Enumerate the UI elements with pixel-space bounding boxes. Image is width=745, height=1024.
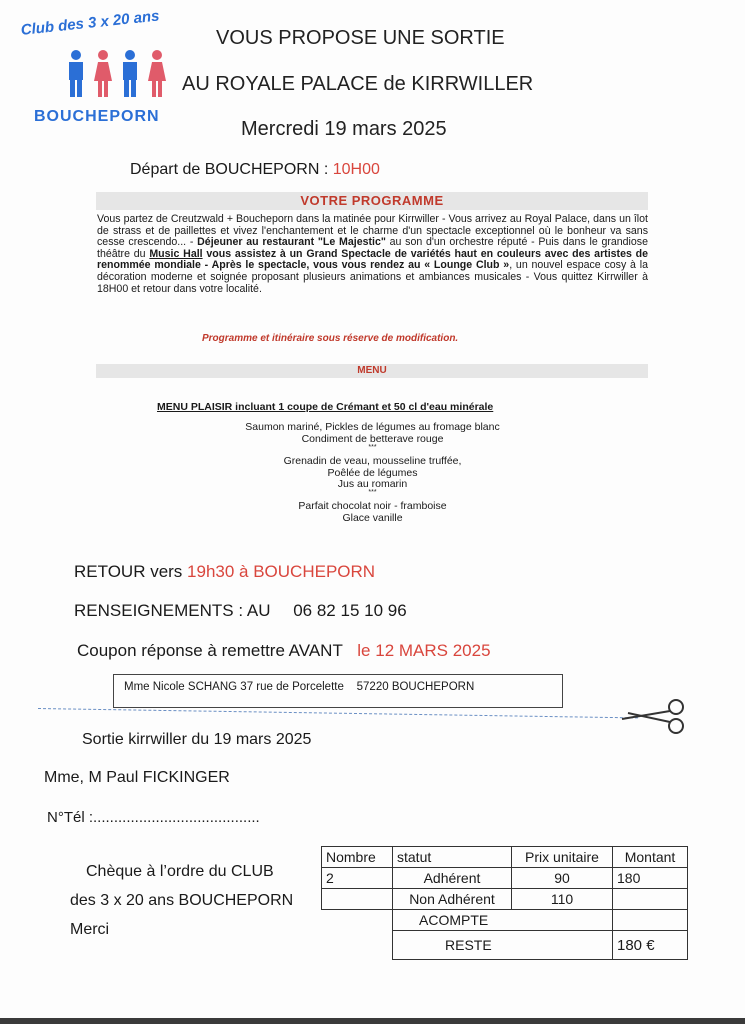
logo-city: BOUCHEPORN [34, 108, 160, 125]
figure-head [152, 50, 162, 60]
figure-body [123, 62, 137, 97]
menu-line: *** [368, 489, 377, 496]
phone-field: N°Tél :........................................ [47, 809, 260, 826]
figure-body [94, 62, 112, 97]
table-header-row: Nombre statut Prix unitaire Montant [322, 847, 688, 868]
scissors-icon [618, 696, 690, 736]
figure-body [148, 62, 166, 97]
acompte-row: ACOMPTE [322, 910, 688, 931]
reste-row: RESTE 180 € [322, 931, 688, 960]
menu-subtitle: MENU PLAISIR incluant 1 coupe de Crémant et 50 cl d'eau minérale [157, 401, 494, 413]
logo-club-name: Club des 3 x 20 ans [20, 7, 161, 39]
menu-line: Jus au romarin [337, 478, 408, 490]
programme-note: Programme et itinéraire sous réserve de modification. [202, 333, 459, 344]
header-line-1: VOUS PROPOSE UNE SORTIE [216, 27, 505, 49]
menu-line: Saumon mariné, Pickles de légumes au fromage blanc [245, 421, 500, 433]
address-box: Mme Nicole SCHANG 37 rue de Porcelette 57220 BOUCHEPORN [113, 674, 563, 708]
figure-body [69, 62, 83, 97]
sortie-line: Sortie kirrwiller du 19 mars 2025 [82, 731, 312, 748]
cheque-line-1: Chèque à l’ordre du CLUB [86, 863, 274, 880]
coupon-deadline: Coupon réponse à remettre AVANT le 12 MARS 2025 [77, 641, 491, 660]
menu-line: Condiment de betterave rouge [301, 433, 444, 445]
header-line-2: AU ROYALE PALACE de KIRRWILLER [182, 73, 534, 95]
menu-line: Parfait chocolat noir - framboise [298, 500, 447, 512]
departure-time: 10H00 [332, 161, 380, 178]
programme-title: VOTRE PROGRAMME [96, 192, 648, 210]
menu-line: *** [368, 444, 377, 451]
cut-line [38, 708, 638, 719]
club-logo [20, 7, 195, 134]
cheque-instructions [70, 857, 293, 944]
retour: RETOUR vers 19h30 à BOUCHEPORN [74, 562, 376, 581]
scan-edge [0, 1018, 745, 1024]
figure-head [98, 50, 108, 60]
people-figures-icon [60, 49, 180, 101]
menu-line: Poêlée de légumes [327, 467, 418, 479]
header-date: Mercredi 19 mars 2025 [241, 118, 447, 140]
cheque-line-2: des 3 x 20 ans BOUCHEPORN [70, 892, 294, 909]
phone-number: 06 82 15 10 96 [293, 601, 407, 620]
programme-text: Vous partez de Creutzwald + Boucheporn dans la matinée pour Kirrwiller - Vous arrivez au Royal Palace, dans un îlot de strass et de paillettes et vivez l'enchantement et le charme d'un spectacle exceptionnel où le bonheur va sans cesse crescendo... - Déjeuner au restaurant "Le Majestic" au son d'un orchestre réputé - Puis dans le grandiose théâtre du Music Hall vous assistez à un Grand Spectacle de variétés haut en couleurs avec des artistes de renommée mondiale - Après le spectacle, vous vous rendez au « Lounge Club », un nouvel espace cosy à la décoration moderne et soignée proposant plusieurs animations et ambiances musicales - Vous quittez Kirrwiller à 18H00 et retour dans votre localité. [97, 213, 649, 295]
menu-line: Grenadin de veau, mousseline truffée, [283, 455, 462, 467]
departure-label: Départ de BOUCHEPORN : [130, 161, 329, 178]
table-row: 2 Adhérent 90 180 [322, 868, 688, 889]
participant-name: Mme, M Paul FICKINGER [44, 769, 230, 786]
renseignements: RENSEIGNEMENTS : AU 06 82 15 10 96 [74, 601, 407, 620]
figure-head [71, 50, 81, 60]
merci: Merci [70, 921, 110, 938]
menu-line: Glace vanille [342, 512, 403, 524]
figure-head [125, 50, 135, 60]
table-row: Non Adhérent 110 [322, 889, 688, 910]
menu-title: MENU [96, 364, 648, 378]
departure [130, 161, 380, 179]
pricing-table [321, 846, 688, 960]
